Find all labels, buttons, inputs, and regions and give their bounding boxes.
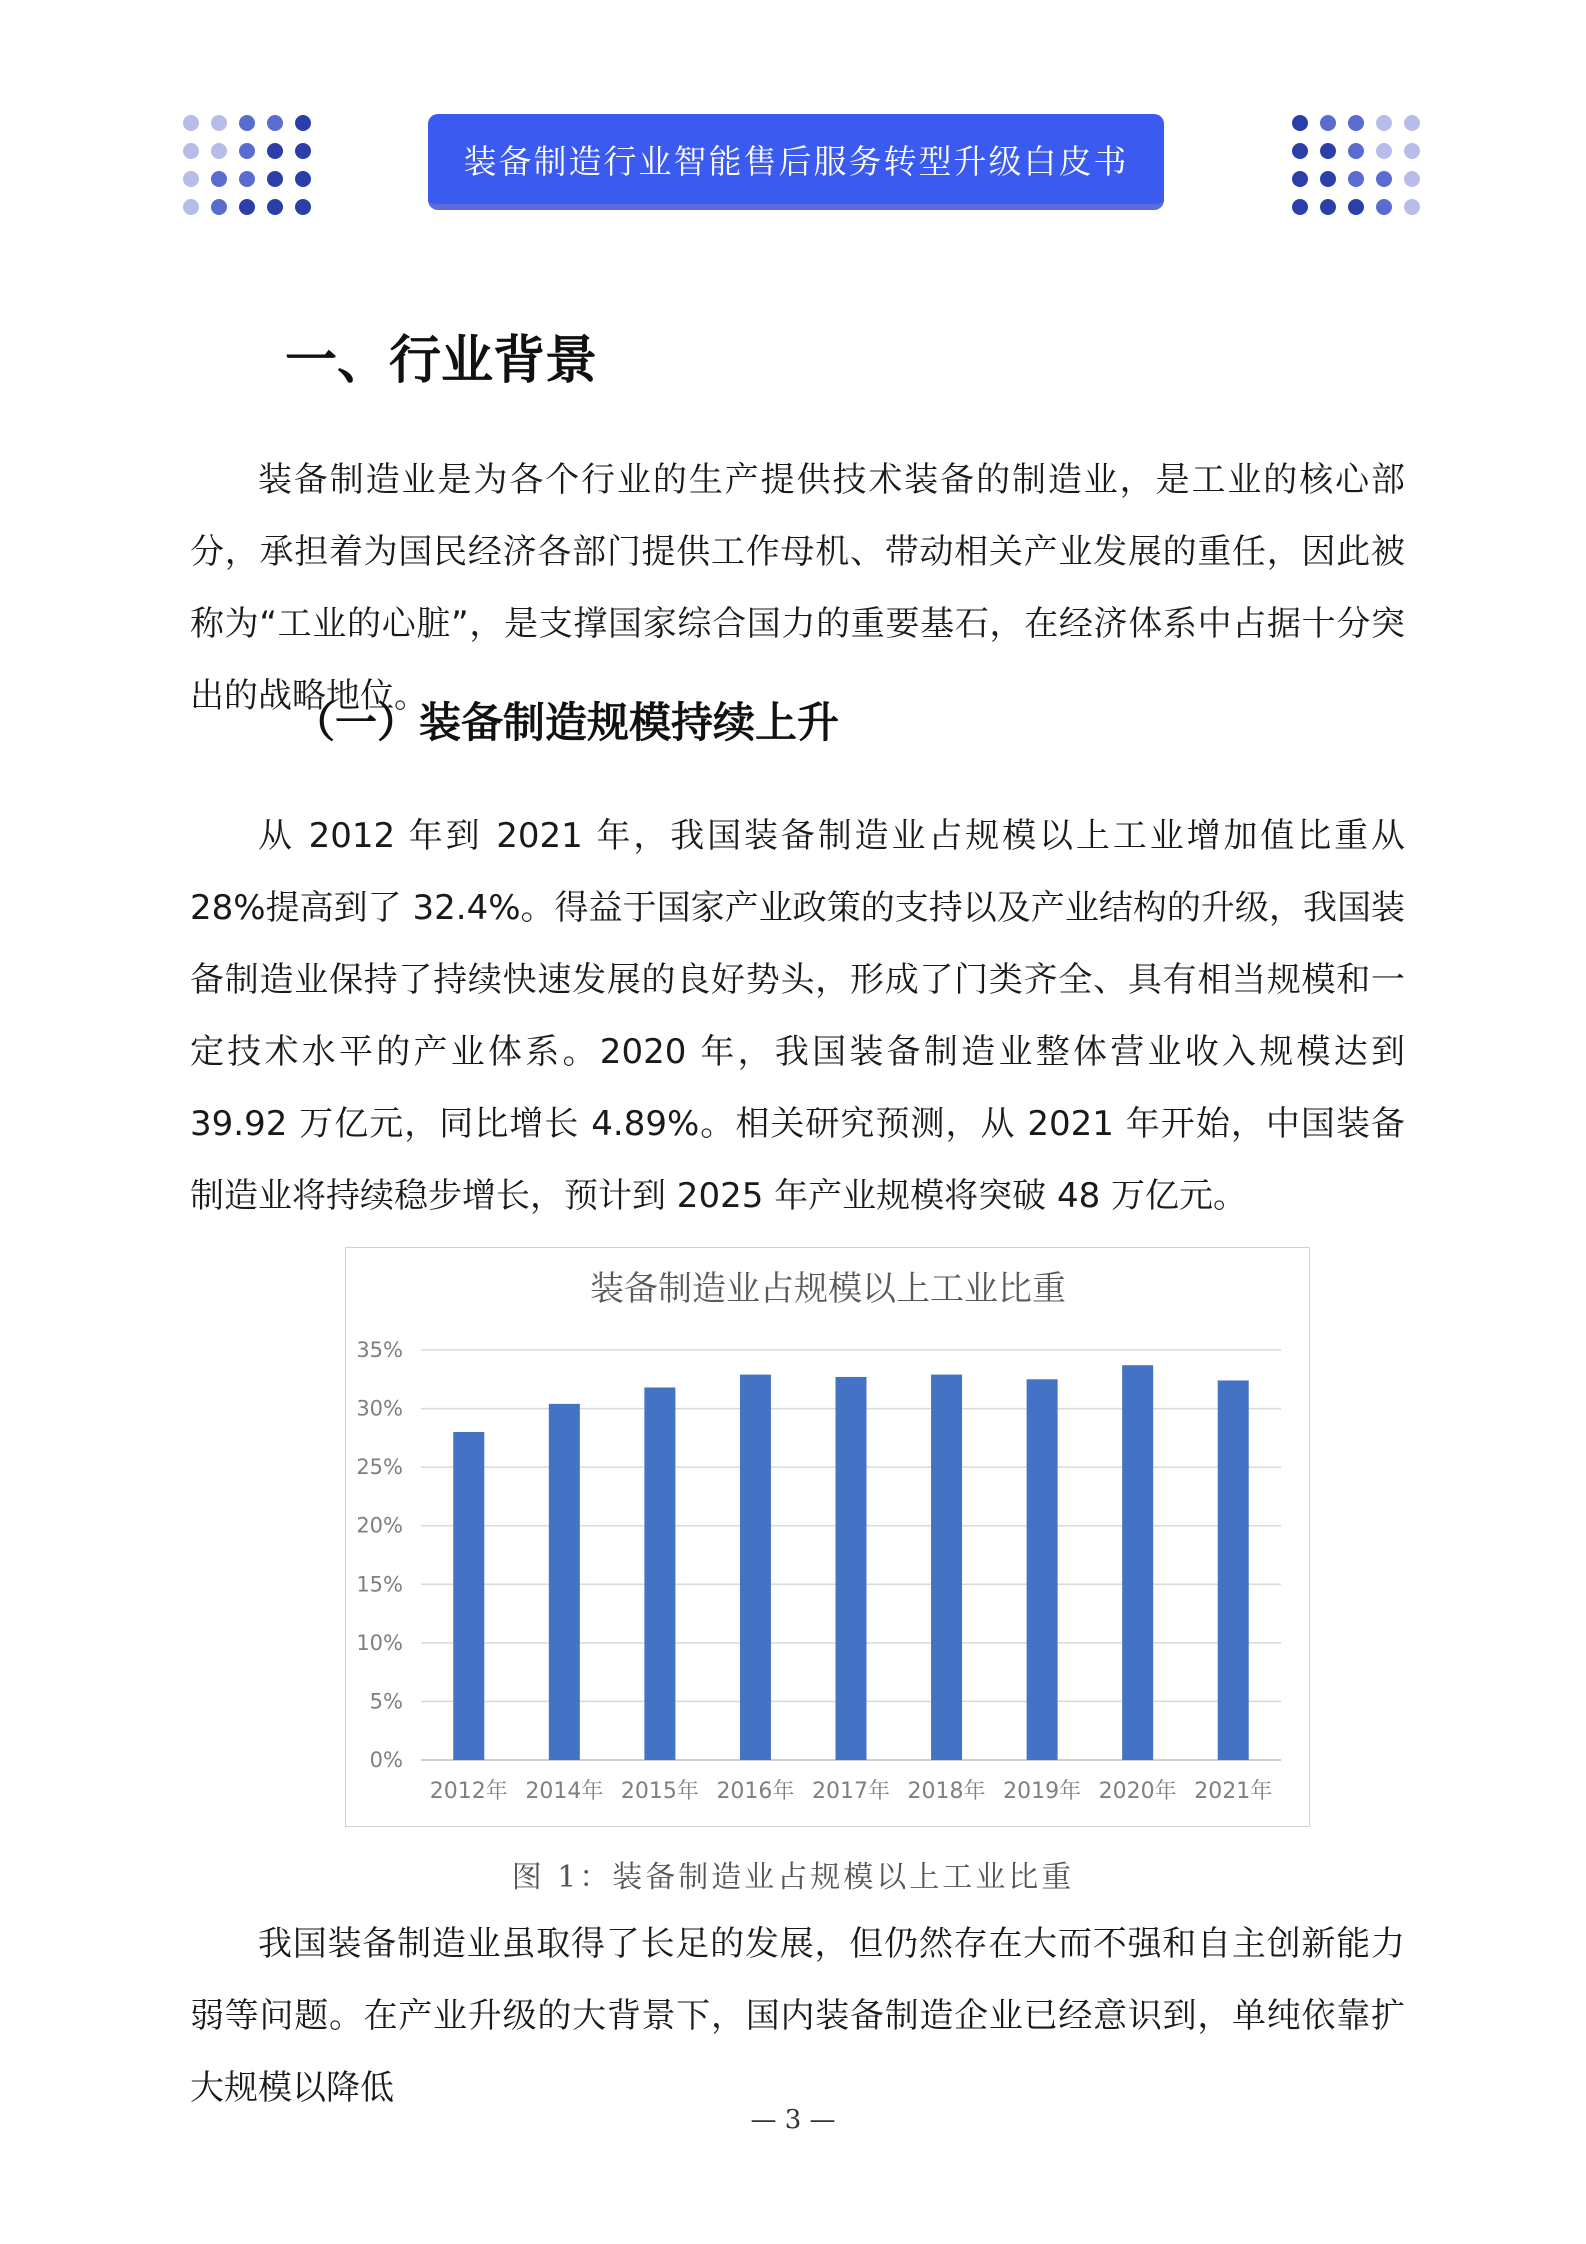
decorative-dot — [1376, 199, 1392, 215]
decorative-dots-left — [183, 115, 311, 215]
decorative-dot — [295, 199, 311, 215]
decorative-dot — [211, 199, 227, 215]
decorative-dot — [1292, 199, 1308, 215]
bar — [740, 1375, 771, 1760]
chart-title: 装备制造业占规模以上工业比重 — [590, 1269, 1066, 1309]
decorative-dot — [1404, 199, 1420, 215]
decorative-dot — [295, 143, 311, 159]
bar — [1122, 1365, 1153, 1760]
decorative-dot — [267, 171, 283, 187]
bar — [1218, 1380, 1249, 1760]
bar-chart-svg — [346, 1248, 1311, 1828]
decorative-dot — [1404, 171, 1420, 187]
section-title: 一、行业背景 — [285, 331, 598, 391]
y-tick-label: 0% — [369, 1748, 403, 1772]
page-number: — 3 — — [750, 2105, 836, 2135]
x-tick-label: 2014年 — [525, 1779, 604, 1804]
decorative-dot — [1348, 115, 1364, 131]
x-tick-label: 2016年 — [716, 1779, 795, 1804]
x-tick-label: 2019年 — [1003, 1779, 1082, 1804]
decorative-dot — [211, 143, 227, 159]
bar — [931, 1375, 962, 1760]
decorative-dot — [183, 115, 199, 131]
decorative-dot — [1376, 143, 1392, 159]
scale-paragraph: 从 2012 年到 2021 年，我国装备制造业占规模以上工业增加值比重从 28%提高到了 32.4%。得益于国家产业政策的支持以及产业结构的升级，我国装备制造业保持了持续快速发展的良好势头，形成了门类齐全、具有相当规模和一定技术水平的产业体系。2020 年，我国装备制造业整体营业收入规模达到 39.92 万亿元，同比增长 4.89%。相关研究预测，从 2021 年开始，中国装备制造业将持续稳步增长，预计到 2025 年产业规模将突破 48 万亿元。 — [190, 816, 1405, 1216]
y-tick-label: 15% — [356, 1572, 403, 1597]
bar — [836, 1377, 867, 1760]
y-tick-label: 25% — [356, 1455, 403, 1480]
bar — [644, 1387, 675, 1760]
x-tick-label: 2012年 — [429, 1779, 508, 1804]
bar — [1027, 1379, 1058, 1760]
decorative-dot — [295, 115, 311, 131]
decorative-dot — [239, 199, 255, 215]
decorative-dot — [267, 143, 283, 159]
decorative-dot — [211, 171, 227, 187]
decorative-dot — [295, 171, 311, 187]
decorative-dot — [183, 171, 199, 187]
y-tick-label: 30% — [356, 1396, 403, 1421]
decorative-dot — [1292, 143, 1308, 159]
subsection-title: （一）装备制造规模持续上升 — [293, 698, 840, 747]
decorative-dot — [239, 143, 255, 159]
x-tick-label: 2015年 — [620, 1779, 699, 1804]
decorative-dot — [267, 199, 283, 215]
decorative-dot — [1348, 143, 1364, 159]
decorative-dot — [1292, 115, 1308, 131]
decorative-dot — [1292, 171, 1308, 187]
decorative-dot — [1320, 199, 1336, 215]
decorative-dot — [1348, 199, 1364, 215]
y-tick-label: 35% — [356, 1338, 403, 1362]
issues-paragraph: 我国装备制造业虽取得了长足的发展，但仍然存在大而不强和自主创新能力弱等问题。在产业升级的大背景下，国内装备制造企业已经意识到，单纯依靠扩大规模以降低 — [190, 1924, 1405, 2108]
bar-chart — [345, 1247, 1310, 1827]
bar — [453, 1432, 484, 1760]
x-tick-label: 2018年 — [907, 1779, 986, 1804]
decorative-dot — [1376, 171, 1392, 187]
decorative-dot — [1348, 171, 1364, 187]
decorative-dot — [239, 115, 255, 131]
x-tick-label: 2020年 — [1098, 1779, 1177, 1804]
y-tick-label: 20% — [356, 1513, 403, 1538]
decorative-dot — [1376, 115, 1392, 131]
decorative-dot — [211, 115, 227, 131]
x-tick-label: 2017年 — [812, 1779, 890, 1804]
decorative-dot — [267, 115, 283, 131]
y-tick-label: 10% — [356, 1630, 403, 1655]
decorative-dot — [183, 143, 199, 159]
decorative-dots-right — [1292, 115, 1420, 215]
figure-caption: 图 1：装备制造业占规模以上工业比重 — [511, 1860, 1075, 1895]
decorative-dot — [1320, 115, 1336, 131]
decorative-dot — [239, 171, 255, 187]
intro-paragraph: 装备制造业是为各个行业的生产提供技术装备的制造业，是工业的核心部分，承担着为国民经济各部门提供工作母机、带动相关产业发展的重任，因此被称为“工业的心脏”，是支撑国家综合国力的重要基石，在经济体系中占据十分突出的战略地位。 — [190, 460, 1405, 716]
decorative-dot — [1320, 171, 1336, 187]
bar — [549, 1404, 580, 1760]
decorative-dot — [183, 199, 199, 215]
decorative-dot — [1404, 143, 1420, 159]
y-tick-label: 5% — [369, 1689, 403, 1714]
decorative-dot — [1404, 115, 1420, 131]
document-title-banner: 装备制造行业智能售后服务转型升级白皮书 — [428, 114, 1164, 210]
x-tick-label: 2021年 — [1194, 1779, 1273, 1804]
decorative-dot — [1320, 143, 1336, 159]
